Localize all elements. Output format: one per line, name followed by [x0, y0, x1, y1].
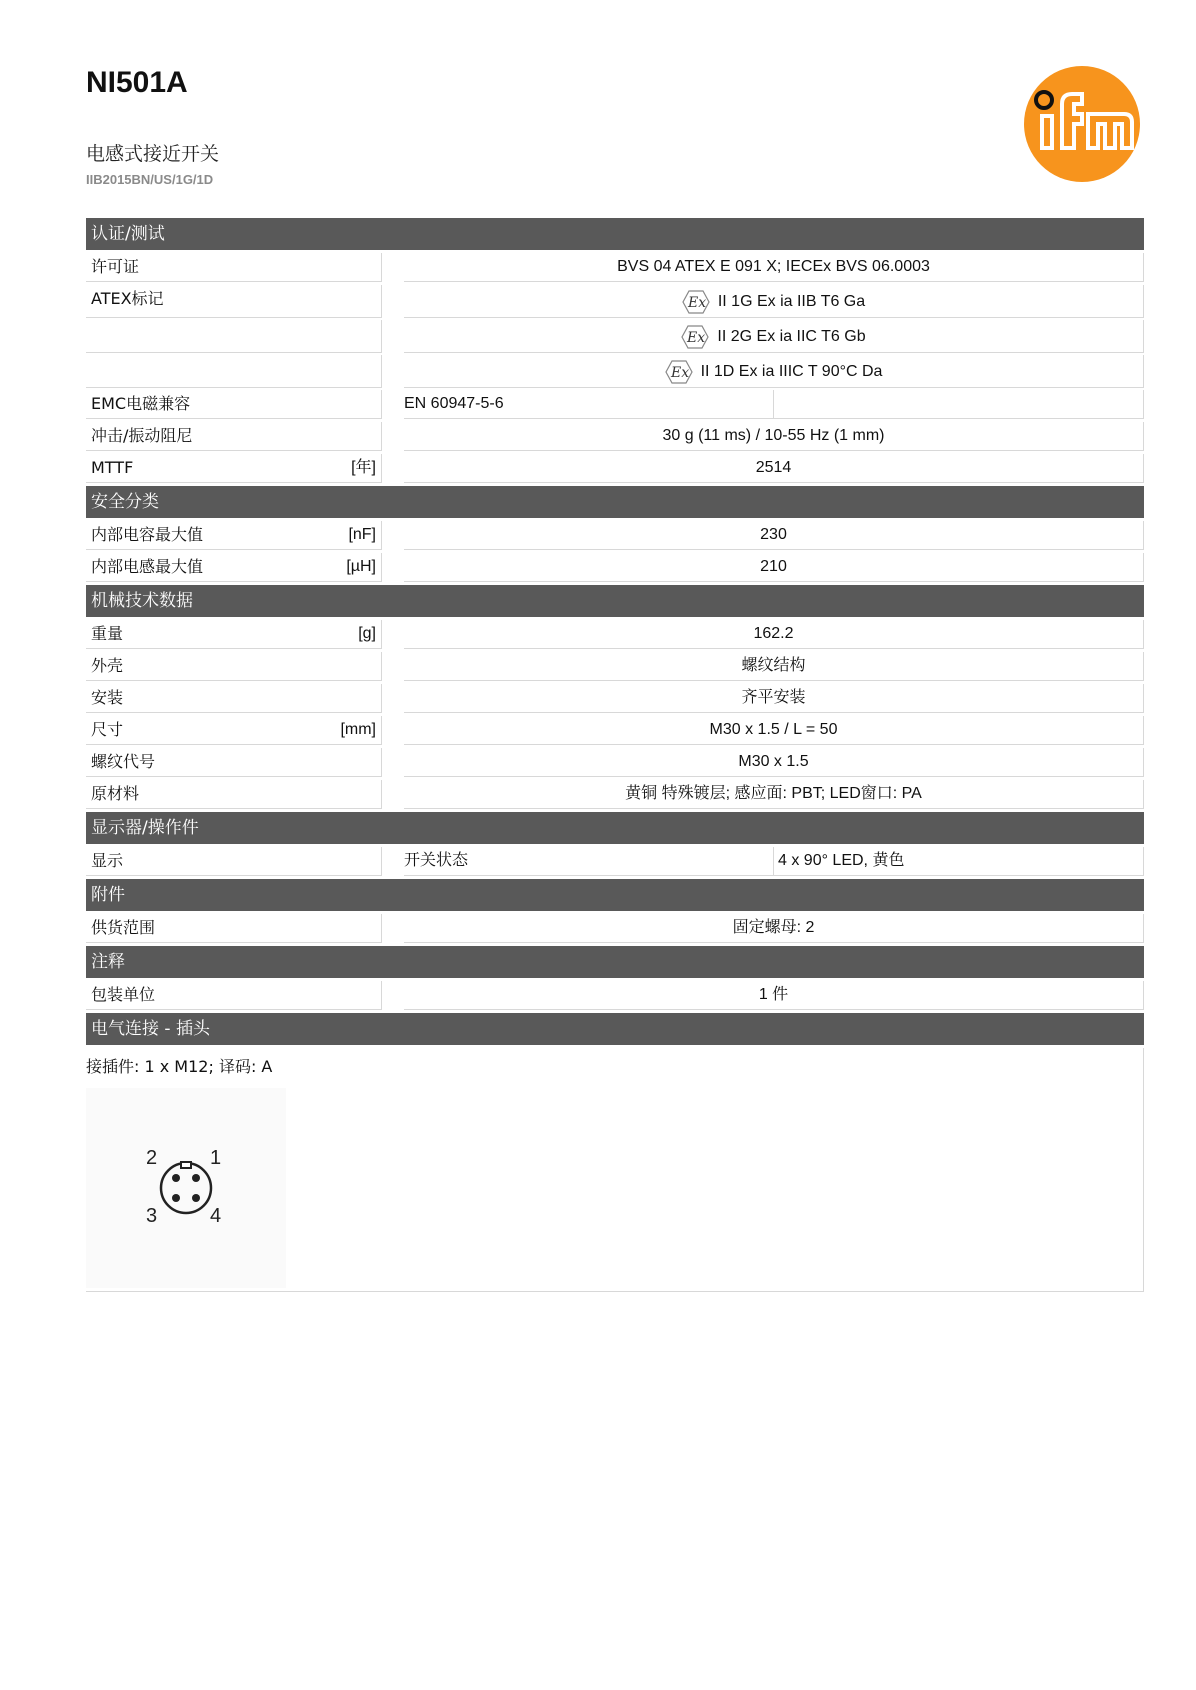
row-capacitance: [86, 521, 1144, 550]
ex-hexagon-icon: [681, 325, 709, 349]
pin-label: 3: [146, 1205, 158, 1227]
row-mount: [86, 684, 1144, 713]
row-thread: [86, 748, 1144, 777]
cap-unit: [nF]: [348, 526, 376, 543]
row-emc: [86, 390, 1144, 419]
cap-value: 230: [404, 521, 1144, 550]
mttf-unit: [年]: [351, 459, 376, 476]
section-safety-header: 安全分类: [86, 486, 1144, 518]
thread-label: 螺纹代号: [86, 748, 382, 777]
scope-label: 供货范围: [86, 914, 382, 943]
atex-value-1: [404, 285, 1144, 318]
ex-hexagon-icon: [682, 290, 710, 314]
section-electrical-header: 电气连接 - 插头: [86, 1013, 1144, 1045]
section-accessories-header: 附件: [86, 879, 1144, 911]
cap-label-cell: [86, 521, 382, 550]
m12-pin-diagram-icon: [86, 1088, 286, 1288]
pin-label: 2: [146, 1147, 158, 1169]
row-inductance: [86, 553, 1144, 582]
section-mech-header: 机械技术数据: [86, 585, 1144, 617]
emc-label: EMC电磁兼容: [86, 390, 382, 419]
housing-label: 外壳: [86, 652, 382, 681]
product-code: IIB2015BN/US/1G/1D: [86, 172, 214, 187]
cap-label: 内部电容最大值: [91, 525, 204, 544]
atex-value-3: [404, 355, 1144, 388]
thread-value: M30 x 1.5: [404, 748, 1144, 777]
dim-label: 尺寸: [91, 720, 124, 739]
svg-text:Ex: Ex: [687, 329, 706, 346]
pin-label: 1: [210, 1147, 222, 1169]
row-atex-2: [86, 320, 1144, 353]
row-license: [86, 253, 1144, 282]
section-cert-header: 认证/测试: [86, 218, 1144, 250]
atex-label-empty-2: [86, 320, 382, 353]
row-display: [86, 847, 1144, 876]
svg-text:Ex: Ex: [687, 294, 706, 311]
row-shock: [86, 422, 1144, 451]
ex-hexagon-icon: [665, 360, 693, 384]
ind-value: 210: [404, 553, 1144, 582]
row-atex-3: [86, 355, 1144, 388]
connector-text: 接插件: 1 x M12; 译码: A: [86, 1057, 273, 1076]
atex-text-2: II 2G Ex ia IIC T6 Gb: [717, 328, 866, 345]
disp-label: 显示: [86, 847, 382, 876]
dim-unit: [mm]: [340, 721, 376, 738]
product-title: NI501A: [86, 66, 188, 99]
atex-text-1: II 1G Ex ia IIB T6 Ga: [717, 293, 866, 310]
atex-text-3: II 1D Ex ia IIIC T 90°C Da: [700, 363, 883, 380]
svg-text:Ex: Ex: [670, 364, 689, 381]
row-scope: [86, 914, 1144, 943]
ind-label: 内部电感最大值: [91, 557, 204, 576]
mttf-label: MTTF: [91, 458, 134, 477]
atex-label-empty-3: [86, 355, 382, 388]
row-housing: [86, 652, 1144, 681]
pack-label: 包装单位: [86, 981, 382, 1010]
disp-mid: 开关状态: [404, 847, 774, 876]
license-value: BVS 04 ATEX E 091 X; IECEx BVS 06.0003: [404, 253, 1144, 282]
mount-value: 齐平安装: [404, 684, 1144, 713]
license-label: 许可证: [86, 253, 382, 282]
housing-value: 螺纹结构: [404, 652, 1144, 681]
product-subtitle: 电感式接近开关: [86, 143, 220, 165]
dim-value: M30 x 1.5 / L = 50: [404, 716, 1144, 745]
weight-label: 重量: [91, 624, 124, 643]
connector-box: [86, 1048, 1144, 1292]
material-value: 黄铜 特殊镀层; 感应面: PBT; LED窗口: PA: [404, 780, 1144, 809]
weight-value: 162.2: [404, 620, 1144, 649]
ind-unit: [µH]: [346, 558, 376, 575]
dim-label-cell: [86, 716, 382, 745]
atex-value-2: [404, 320, 1144, 353]
weight-unit: [g]: [358, 625, 376, 642]
shock-label: 冲击/振动阻尼: [86, 422, 382, 451]
datasheet: [86, 218, 1144, 1292]
mttf-value: 2514: [404, 454, 1144, 483]
mttf-label-cell: [86, 454, 382, 483]
row-dimensions: [86, 716, 1144, 745]
row-weight: [86, 620, 1144, 649]
mount-label: 安装: [86, 684, 382, 713]
ind-label-cell: [86, 553, 382, 582]
section-notes-header: 注释: [86, 946, 1144, 978]
row-atex-1: [86, 285, 1144, 318]
row-material: [86, 780, 1144, 809]
emc-value: EN 60947-5-6: [404, 390, 774, 419]
disp-value: 4 x 90° LED, 黄色: [774, 847, 1144, 876]
material-label: 原材料: [86, 780, 382, 809]
pin-label: 4: [210, 1205, 222, 1227]
section-display-header: 显示器/操作件: [86, 812, 1144, 844]
weight-label-cell: [86, 620, 382, 649]
scope-value: 固定螺母: 2: [404, 914, 1144, 943]
pack-value: 1 件: [404, 981, 1144, 1010]
row-mttf: [86, 454, 1144, 483]
emc-value-empty: [774, 390, 1144, 419]
ifm-logo-icon: [1022, 64, 1142, 184]
row-pack: [86, 981, 1144, 1010]
shock-value: 30 g (11 ms) / 10-55 Hz (1 mm): [404, 422, 1144, 451]
atex-label: ATEX标记: [86, 285, 382, 318]
